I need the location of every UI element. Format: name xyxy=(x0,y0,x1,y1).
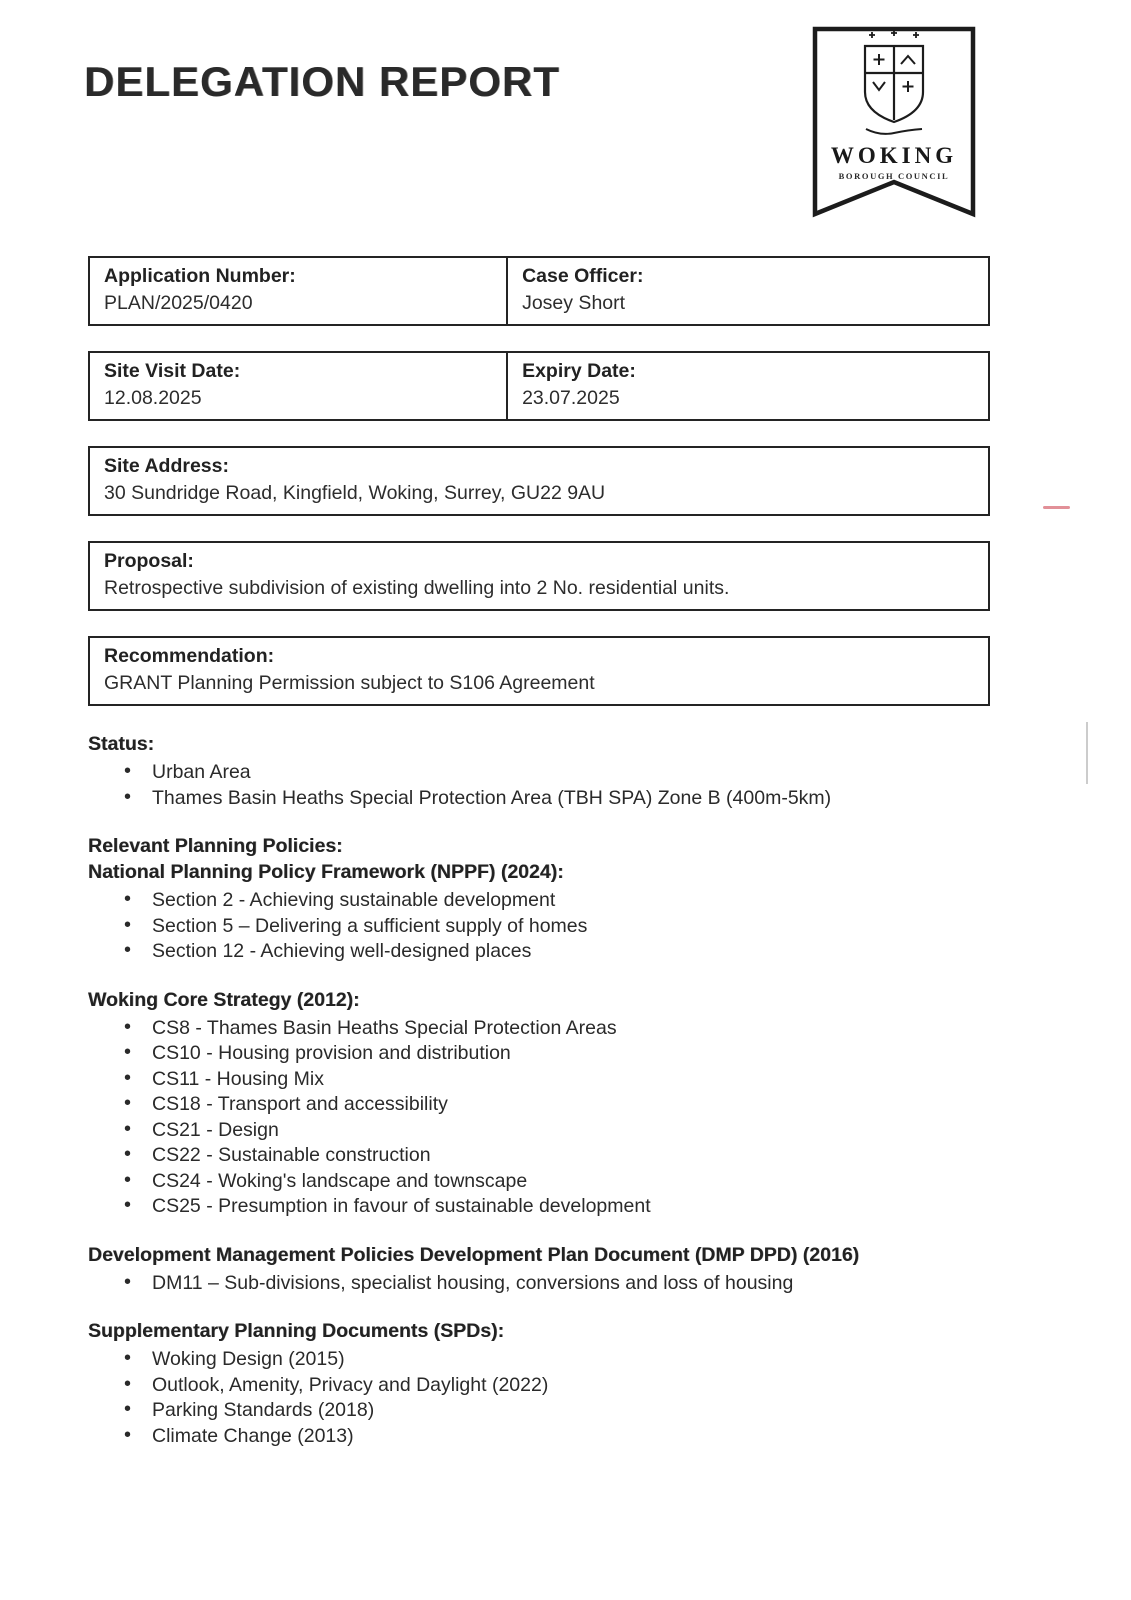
list-item: • Woking Design (2015) xyxy=(88,1347,990,1373)
status-heading: Status: xyxy=(88,733,155,755)
field-case-officer xyxy=(506,258,988,324)
list-item: • CS22 - Sustainable construction xyxy=(88,1143,990,1169)
field-site-visit-date xyxy=(90,353,506,419)
spd-section xyxy=(88,1318,990,1449)
field-proposal xyxy=(90,543,988,609)
list-item: • DM11 – Sub-divisions, specialist housing, conversions and loss of housing xyxy=(88,1271,990,1297)
list-item: • Parking Standards (2018) xyxy=(88,1398,990,1424)
logo-woking-text: WOKING xyxy=(830,143,958,168)
proposal-label: Proposal: xyxy=(104,550,194,572)
case-officer-label: Case Officer: xyxy=(522,265,644,287)
list-item: • Outlook, Amenity, Privacy and Daylight (2022) xyxy=(88,1373,990,1399)
application-case-box xyxy=(88,256,990,326)
field-site-address xyxy=(90,448,988,514)
list-item: • CS10 - Housing provision and distribution xyxy=(88,1041,990,1067)
application-number-label: Application Number: xyxy=(104,265,296,287)
council-crest-svg xyxy=(812,26,976,220)
logo-borough-council-text: BOROUGH COUNCIL xyxy=(838,171,950,181)
case-officer-value: Josey Short xyxy=(522,292,626,314)
dmp-heading: Development Management Policies Development Plan Document (DMP DPD) (2016) xyxy=(88,1243,860,1266)
spd-list xyxy=(88,1347,990,1449)
status-list xyxy=(88,760,990,811)
nppf-list xyxy=(88,888,990,965)
list-item: • Section 5 – Delivering a sufficient supply of homes xyxy=(88,914,990,940)
scan-artifact-red-dash xyxy=(1043,506,1070,509)
list-item: • Climate Change (2013) xyxy=(88,1424,990,1450)
document-body xyxy=(88,256,990,1471)
status-section xyxy=(88,731,990,811)
site-address-box xyxy=(88,446,990,516)
recommendation-box xyxy=(88,636,990,706)
core-strategy-heading: Woking Core Strategy (2012): xyxy=(88,988,360,1011)
proposal-value: Retrospective subdivision of existing dwelling into 2 No. residential units. xyxy=(104,577,730,599)
core-strategy-section xyxy=(88,987,990,1220)
site-visit-date-value: 12.08.2025 xyxy=(104,387,202,409)
nppf-section xyxy=(88,833,990,965)
page-title: DELEGATION REPORT xyxy=(84,58,560,105)
policies-heading: Relevant Planning Policies: xyxy=(88,835,343,857)
spd-heading: Supplementary Planning Documents (SPDs): xyxy=(88,1320,505,1342)
scan-artifact-gray-line xyxy=(1086,722,1088,784)
expiry-date-value: 23.07.2025 xyxy=(522,387,620,409)
list-item: • Thames Basin Heaths Special Protection Area (TBH SPA) Zone B (400m-5km) xyxy=(88,786,990,812)
woking-borough-council-logo xyxy=(812,26,976,220)
application-number-value: PLAN/2025/0420 xyxy=(104,292,253,314)
site-visit-date-label: Site Visit Date: xyxy=(104,360,241,382)
proposal-box xyxy=(88,541,990,611)
expiry-date-label: Expiry Date: xyxy=(522,360,636,382)
field-expiry-date xyxy=(506,353,988,419)
list-item: • CS11 - Housing Mix xyxy=(88,1067,990,1093)
site-address-label: Site Address: xyxy=(104,455,229,477)
dmp-list xyxy=(88,1271,990,1297)
list-item: • Urban Area xyxy=(88,760,990,786)
dmp-section xyxy=(88,1242,990,1297)
recommendation-label: Recommendation: xyxy=(104,645,275,667)
field-application-number xyxy=(90,258,506,324)
list-item: • CS25 - Presumption in favour of sustainable development xyxy=(88,1194,990,1220)
site-address-value: 30 Sundridge Road, Kingfield, Woking, Surrey, GU22 9AU xyxy=(104,482,606,504)
list-item: • CS18 - Transport and accessibility xyxy=(88,1092,990,1118)
list-item: • Section 2 - Achieving sustainable development xyxy=(88,888,990,914)
core-strategy-list xyxy=(88,1016,990,1220)
list-item: • CS8 - Thames Basin Heaths Special Protection Areas xyxy=(88,1016,990,1042)
field-recommendation xyxy=(90,638,988,704)
recommendation-value: GRANT Planning Permission subject to S106 Agreement xyxy=(104,672,595,694)
dates-box xyxy=(88,351,990,421)
list-item: • CS24 - Woking's landscape and townscape xyxy=(88,1169,990,1195)
list-item: • Section 12 - Achieving well-designed places xyxy=(88,939,990,965)
list-item: • CS21 - Design xyxy=(88,1118,990,1144)
nppf-heading: National Planning Policy Framework (NPPF) (2024): xyxy=(88,861,564,883)
